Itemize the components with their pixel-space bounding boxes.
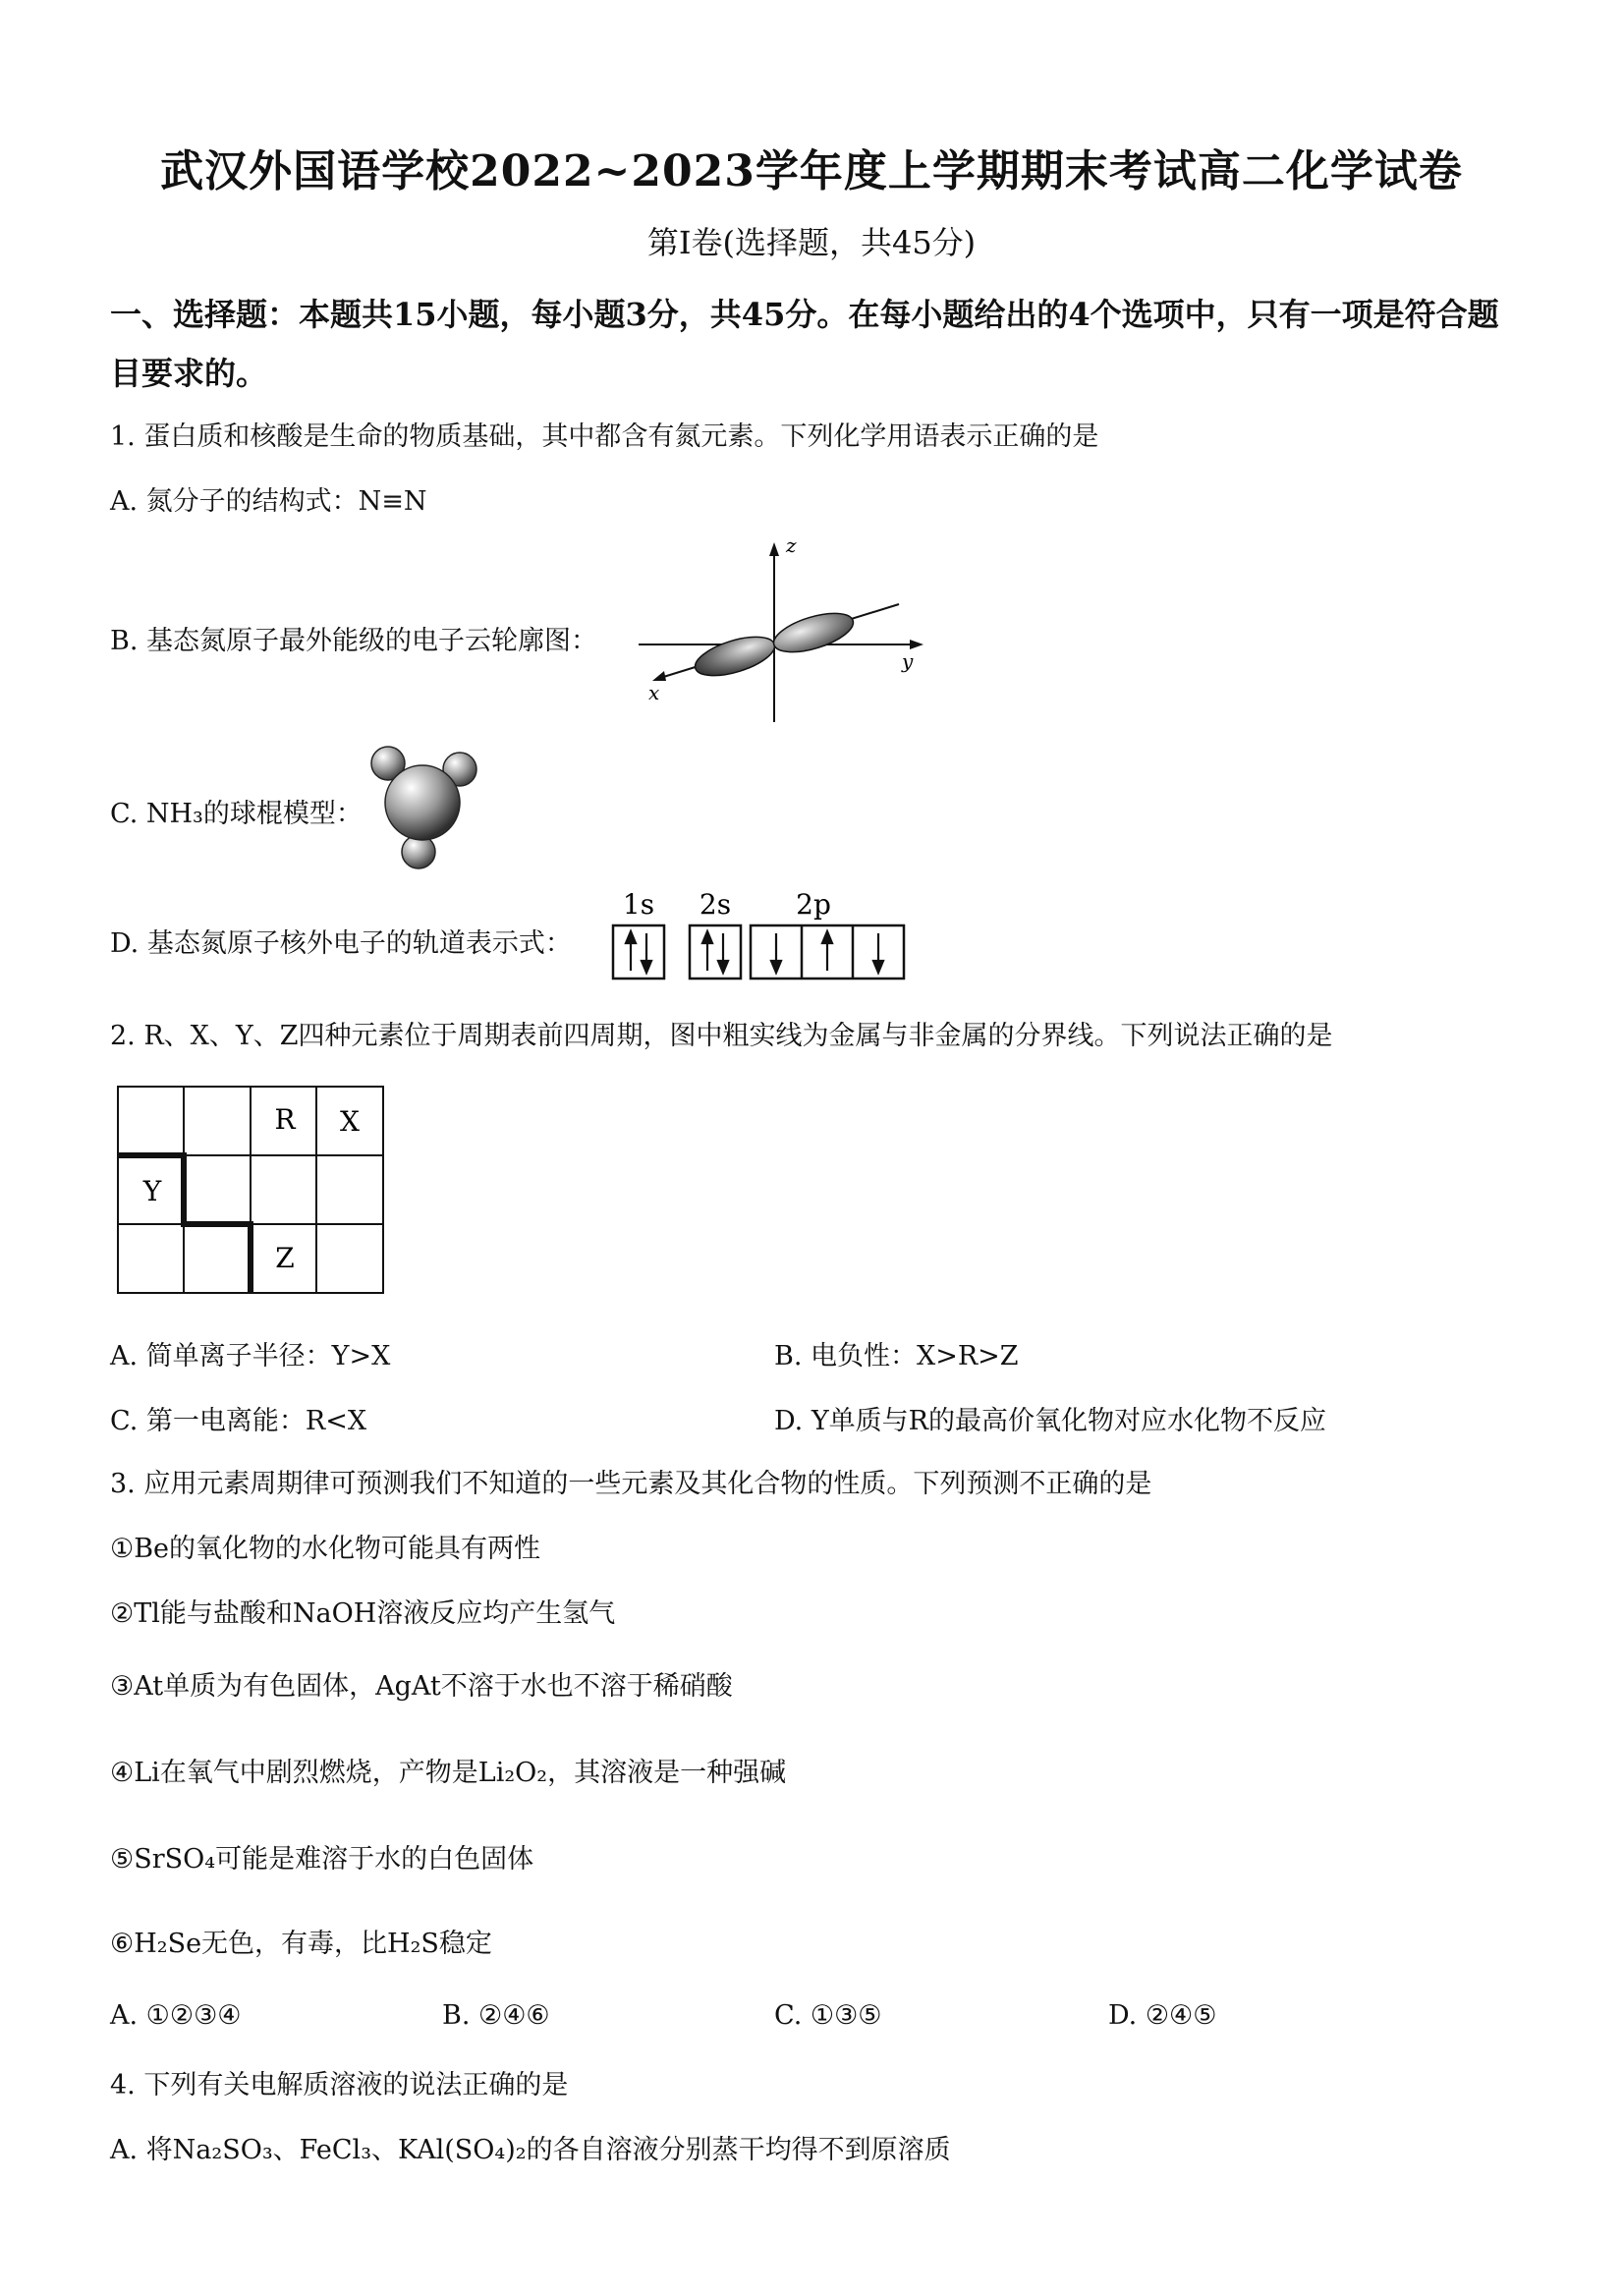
page-title: 武汉外国语学校2022~2023学年度上学期期末考试高二化学试卷 [160, 146, 1463, 196]
nh3-ball-stick-model [364, 742, 491, 874]
q3-item-2: ②Tl能与盐酸和NaOH溶液反应均产生氢气 [110, 1598, 616, 1629]
q3-option-c: C. ①③⑤ [774, 2000, 882, 2031]
q3-item-1: ①Be的氧化物的水化物可能具有两性 [110, 1534, 541, 1564]
z-axis-label: z [786, 533, 797, 557]
x-axis-label: x [648, 681, 660, 704]
q3-item-3: ③At单质为有色固体，AgAt不溶于水也不溶于稀硝酸 [110, 1671, 733, 1702]
section-heading: 一、选择题：本题共15小题，每小题3分，共45分。在每小题给出的4个选项中，只有一项是符合题目要求的。 [110, 296, 1499, 392]
q3-stem: 3. 应用元素周期律可预测我们不知道的一些元素及其化合物的性质。下列预测不正确的是 [110, 1469, 1152, 1499]
q1-option-b: B. 基态氮原子最外能级的电子云轮廓图： [110, 626, 598, 656]
q2-option-a: A. 简单离子半径：Y>X [110, 1341, 391, 1372]
element-x: X [340, 1105, 360, 1138]
q3-option-a: A. ①②③④ [110, 2000, 242, 2031]
p-orbital-diagram [629, 531, 933, 727]
q3-item-5: ⑤SrSO₄可能是难溶于水的白色固体 [110, 1844, 534, 1875]
periodic-table-fragment [116, 1085, 387, 1297]
q2-option-d: D. Y单质与R的最高价氧化物对应水化物不反应 [774, 1406, 1327, 1436]
orbital-label-1s: 1s [622, 888, 655, 921]
orbital-diagram [607, 884, 912, 987]
q1-option-d: D. 基态氮原子核外电子的轨道表示式： [110, 928, 572, 959]
q1-stem: 1. 蛋白质和核酸是生命的物质基础，其中都含有氮元素。下列化学用语表示正确的是 [110, 421, 1099, 452]
q2-stem: 2. R、X、Y、Z四种元素位于周期表前四周期，图中粗实线为金属与非金属的分界线。下列说法正确的是 [110, 1021, 1333, 1051]
q2-option-b: B. 电负性：X>R>Z [774, 1341, 1019, 1372]
orbital-label-2p: 2p [796, 888, 831, 921]
element-z: Z [275, 1242, 295, 1274]
q1-option-a: A. 氮分子的结构式：N≡N [110, 486, 427, 517]
element-y: Y [142, 1175, 162, 1207]
q1-option-c: C. NH₃的球棍模型： [110, 799, 363, 829]
q4-stem: 4. 下列有关电解质溶液的说法正确的是 [110, 2070, 569, 2100]
q4-option-a: A. 将Na₂SO₃、FeCl₃、KAl(SO₄)₂的各自溶液分别蒸干均得不到原溶质 [110, 2135, 951, 2165]
element-r: R [274, 1103, 296, 1136]
orbital-label-2s: 2s [699, 888, 732, 921]
q3-option-d: D. ②④⑤ [1108, 2000, 1217, 2031]
q2-option-c: C. 第一电离能：R<X [110, 1406, 367, 1436]
q3-item-4: ④Li在氧气中剧烈燃烧，产物是Li₂O₂，其溶液是一种强碱 [110, 1758, 787, 1788]
nitrogen-atom [385, 765, 460, 840]
y-axis-label: y [902, 649, 914, 673]
q3-item-6: ⑥H₂Se无色，有毒，比H₂S稳定 [110, 1929, 492, 1959]
q3-option-b: B. ②④⑥ [442, 2000, 550, 2031]
section-subtitle: 第Ⅰ卷(选择题，共45分) [646, 224, 977, 261]
